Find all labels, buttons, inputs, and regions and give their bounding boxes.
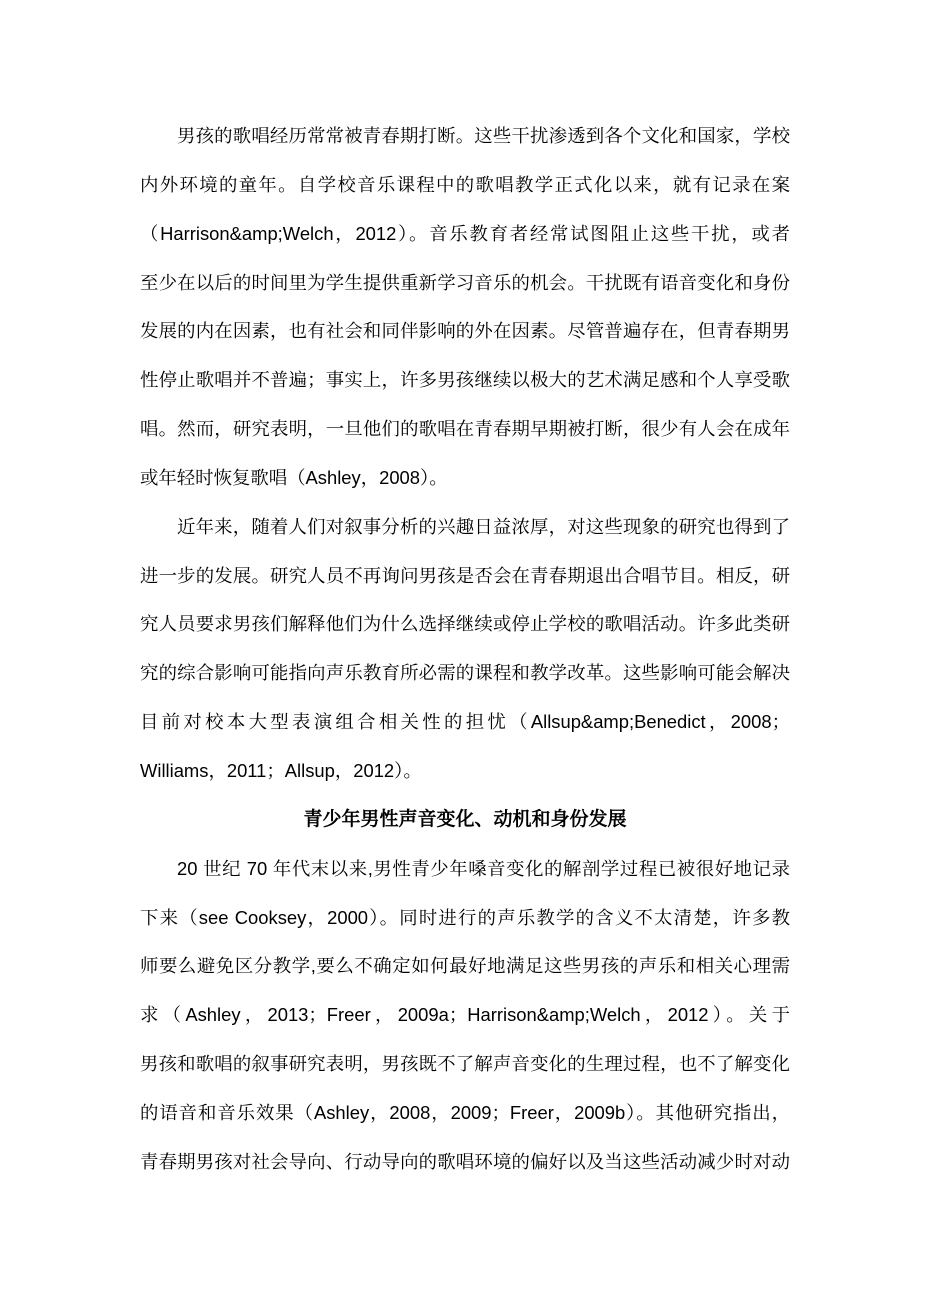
para2-line6: Williams，2011；Allsup，2012）。	[140, 759, 422, 781]
para1-line5: 发展的内在因素，也有社会和同伴影响的外在因素。尽管普遍存在，但青春期男	[140, 320, 790, 342]
para3-line3: 师要么避免区分教学,要么不确定如何最好地满足这些男孩的声乐和相关心理需	[140, 955, 790, 977]
para2-line1: 近年来，随着人们对叙事分析的兴趣日益浓厚，对这些现象的研究也得到了	[177, 515, 790, 537]
para3-line5: 男孩和歌唱的叙事研究表明，男孩既不了解声音变化的生理过程，也不了解变化	[140, 1053, 790, 1075]
para1-line4: 至少在以后的时间里为学生提供重新学习音乐的机会。干扰既有语音变化和身份	[140, 271, 790, 293]
para1-line7: 唱。然而，研究表明，一旦他们的歌唱在青春期早期被打断，很少有人会在成年	[140, 418, 790, 440]
para2-line4: 究的综合影响可能指向声乐教育所必需的课程和教学改革。这些影响可能会解决	[140, 662, 790, 684]
para1-line1: 男孩的歌唱经历常常被青春期打断。这些干扰渗透到各个文化和国家，学校	[177, 125, 790, 146]
para1-line6: 性停止歌唱并不普遍；事实上，许多男孩继续以极大的艺术满足感和个人享受歌	[140, 369, 790, 391]
para1-line8: 或年轻时恢复歌唱（Ashley，2008）。	[140, 466, 448, 488]
para3-line2: 下来（see Cooksey，2000）。同时进行的声乐教学的含义不太清楚，许多教	[140, 906, 790, 928]
para3-line6: 的语音和音乐效果（Ashley，2008，2009；Freer，2009b）。其他研究指出，	[140, 1101, 790, 1123]
para1-line2: 内外环境的童年。自学校音乐课程中的歌唱教学正式化以来，就有记录在案	[140, 173, 790, 195]
para2-line2: 进一步的发展。研究人员不再询问男孩是否会在青春期退出合唱节目。相反，研	[140, 564, 790, 586]
section-heading: 青少年男性声音变化、动机和身份发展	[303, 808, 627, 830]
para3-line1: 20 世纪 70 年代末以来,男性青少年嗓音变化的解剖学过程已被很好地记录	[177, 857, 790, 879]
para1-line3: （Harrison&amp;Welch，2012）。音乐教育者经常试图阻止这些干扰，或者	[140, 222, 790, 244]
para2-line5: 目前对校本大型表演组合相关性的担忧（Allsup&amp;Benedict，2008；	[140, 711, 790, 733]
para3-line4: 求（Ashley，2013；Freer，2009a；Harrison&amp;Welch，2012）。关于	[140, 1004, 790, 1026]
para2-line3: 究人员要求男孩们解释他们为什么选择继续或停止学校的歌唱活动。许多此类研	[140, 613, 790, 635]
para3-line7: 青春期男孩对社会导向、行动导向的歌唱环境的偏好以及当这些活动减少时对动	[140, 1150, 790, 1172]
page-content	[140, 112, 790, 1187]
